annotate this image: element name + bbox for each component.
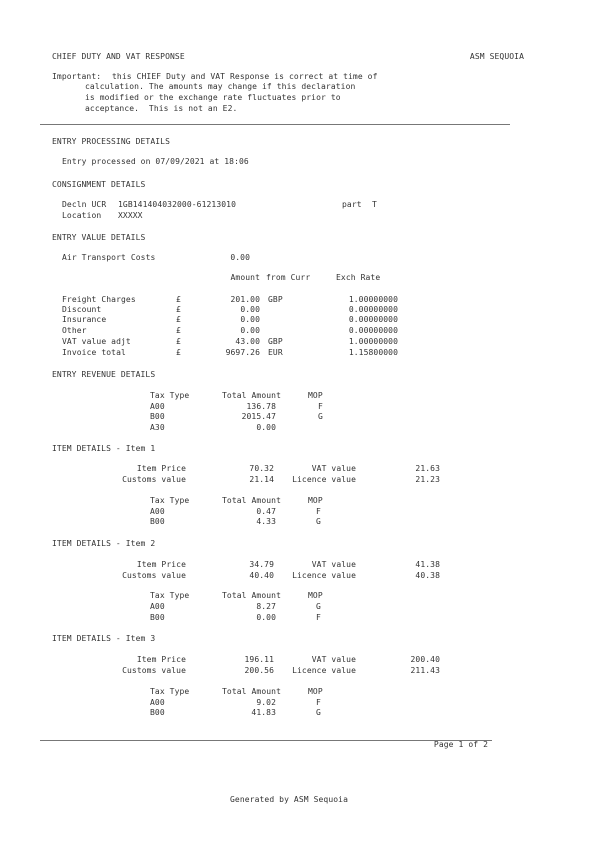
total-amount: 136.78 (246, 402, 276, 411)
mop: F (316, 698, 321, 707)
item-price-value: 70.32 (249, 464, 274, 473)
currency-symbol: £ (176, 348, 181, 357)
customs-value-label: Customs value (122, 475, 186, 484)
mop: G (316, 517, 321, 526)
location-label: Location (62, 211, 102, 220)
section-title-entry-value: ENTRY VALUE DETAILS (52, 233, 146, 242)
item-price-label: Item Price (136, 560, 186, 569)
section-title-entry-processing: ENTRY PROCESSING DETAILS (52, 137, 170, 146)
tax-type: B00 (150, 412, 165, 421)
customs-value: 200.56 (244, 666, 274, 675)
column-header: Amount (230, 273, 260, 282)
vat-value-label: VAT value (311, 560, 356, 569)
customs-value: 40.40 (249, 571, 274, 580)
total-amount: 8.27 (256, 602, 276, 611)
section-title-consignment: CONSIGNMENT DETAILS (52, 180, 146, 189)
row-label: Other (62, 326, 87, 335)
tax-type: B00 (150, 708, 165, 717)
currency-symbol: £ (176, 315, 181, 324)
column-header: Total Amount (222, 591, 281, 600)
important-line: is modified or the exchange rate fluctuates prior to (85, 93, 341, 102)
decln-ucr-value: 1GB141404032000-61213010 (118, 200, 236, 209)
amount: 0.00 (240, 326, 260, 335)
column-header: MOP (308, 687, 323, 696)
decln-ucr-label: Decln UCR (62, 200, 107, 209)
tax-type: A00 (150, 402, 165, 411)
total-amount: 41.83 (251, 708, 276, 717)
column-header: MOP (308, 391, 323, 400)
mop: G (316, 708, 321, 717)
currency: EUR (268, 348, 283, 357)
amount: 0.00 (240, 315, 260, 324)
amount: 43.00 (235, 337, 260, 346)
amount: 9697.26 (225, 348, 260, 357)
licence-value-label: Licence value (292, 571, 356, 580)
currency-symbol: £ (176, 305, 181, 314)
exch-rate: 0.00000000 (348, 326, 398, 335)
total-amount: 4.33 (256, 517, 276, 526)
row-label: Discount (62, 305, 102, 314)
important-line: calculation. The amounts may change if this declaration (85, 82, 356, 91)
exch-rate: 1.00000000 (348, 337, 398, 346)
licence-value: 21.23 (415, 475, 440, 484)
vat-value: 200.40 (410, 655, 440, 664)
column-header: Tax Type (150, 687, 190, 696)
licence-value: 211.43 (410, 666, 440, 675)
section-title-item: ITEM DETAILS - Item 1 (52, 444, 156, 453)
row-label: Insurance (62, 315, 107, 324)
mop: G (318, 412, 323, 421)
item-price-label: Item Price (136, 464, 186, 473)
column-header: MOP (308, 496, 323, 505)
vat-value-label: VAT value (311, 464, 356, 473)
currency: GBP (268, 337, 283, 346)
item-price-value: 196.11 (244, 655, 274, 664)
column-header: Total Amount (222, 391, 281, 400)
mop: G (316, 602, 321, 611)
column-header: Total Amount (222, 687, 281, 696)
vat-value-label: VAT value (311, 655, 356, 664)
entry-processed-text: Entry processed on 07/09/2021 at 18:06 (62, 157, 249, 166)
tax-type: A00 (150, 698, 165, 707)
important-line: this CHIEF Duty and VAT Response is correct at time of (112, 72, 378, 81)
currency-symbol: £ (176, 337, 181, 346)
vat-value: 41.38 (415, 560, 440, 569)
tax-type: B00 (150, 517, 165, 526)
generated-by: Generated by ASM Sequoia (230, 795, 348, 804)
air-transport-value: 0.00 (230, 253, 250, 262)
total-amount: 2015.47 (241, 412, 276, 421)
exch-rate: 0.00000000 (348, 315, 398, 324)
row-label: Invoice total (62, 348, 126, 357)
licence-value: 40.38 (415, 571, 440, 580)
tax-type: A00 (150, 507, 165, 516)
tax-type: B00 (150, 613, 165, 622)
air-transport-label: Air Transport Costs (62, 253, 156, 262)
column-header: Tax Type (150, 591, 190, 600)
row-label: Freight Charges (62, 295, 136, 304)
vat-value: 21.63 (415, 464, 440, 473)
customs-value-label: Customs value (122, 571, 186, 580)
column-header: from Curr (266, 273, 311, 282)
exch-rate: 1.00000000 (348, 295, 398, 304)
item-price-label: Item Price (136, 655, 186, 664)
column-header: Total Amount (222, 496, 281, 505)
exch-rate: 1.15800000 (348, 348, 398, 357)
amount: 201.00 (230, 295, 260, 304)
total-amount: 0.00 (256, 613, 276, 622)
total-amount: 9.02 (256, 698, 276, 707)
exch-rate: 0.00000000 (348, 305, 398, 314)
part-value: T (372, 200, 377, 209)
important-line: acceptance. This is not an E2. (85, 104, 238, 113)
document-title: CHIEF DUTY AND VAT RESPONSE (52, 52, 185, 61)
total-amount: 0.47 (256, 507, 276, 516)
column-header: Tax Type (150, 391, 190, 400)
location-value: XXXXX (118, 211, 143, 220)
section-title-entry-revenue: ENTRY REVENUE DETAILS (52, 370, 156, 379)
important-label: Important: (52, 72, 102, 81)
column-header: MOP (308, 591, 323, 600)
column-header: Exch Rate (336, 273, 381, 282)
section-title-item: ITEM DETAILS - Item 3 (52, 634, 156, 643)
column-header: Tax Type (150, 496, 190, 505)
divider (40, 124, 510, 125)
mop: F (318, 402, 323, 411)
currency: GBP (268, 295, 283, 304)
page-number: Page 1 of 2 (433, 740, 488, 749)
system-ref: ASM SEQUOIA (469, 52, 524, 61)
currency-symbol: £ (176, 295, 181, 304)
mop: F (316, 507, 321, 516)
row-label: VAT value adjt (62, 337, 131, 346)
item-price-value: 34.79 (249, 560, 274, 569)
amount: 0.00 (240, 305, 260, 314)
tax-type: A00 (150, 602, 165, 611)
customs-value-label: Customs value (122, 666, 186, 675)
licence-value-label: Licence value (292, 475, 356, 484)
customs-value: 21.14 (249, 475, 274, 484)
mop: F (316, 613, 321, 622)
tax-type: A30 (150, 423, 165, 432)
section-title-item: ITEM DETAILS - Item 2 (52, 539, 156, 548)
total-amount: 0.00 (256, 423, 276, 432)
part-label: part (342, 200, 362, 209)
licence-value-label: Licence value (292, 666, 356, 675)
currency-symbol: £ (176, 326, 181, 335)
